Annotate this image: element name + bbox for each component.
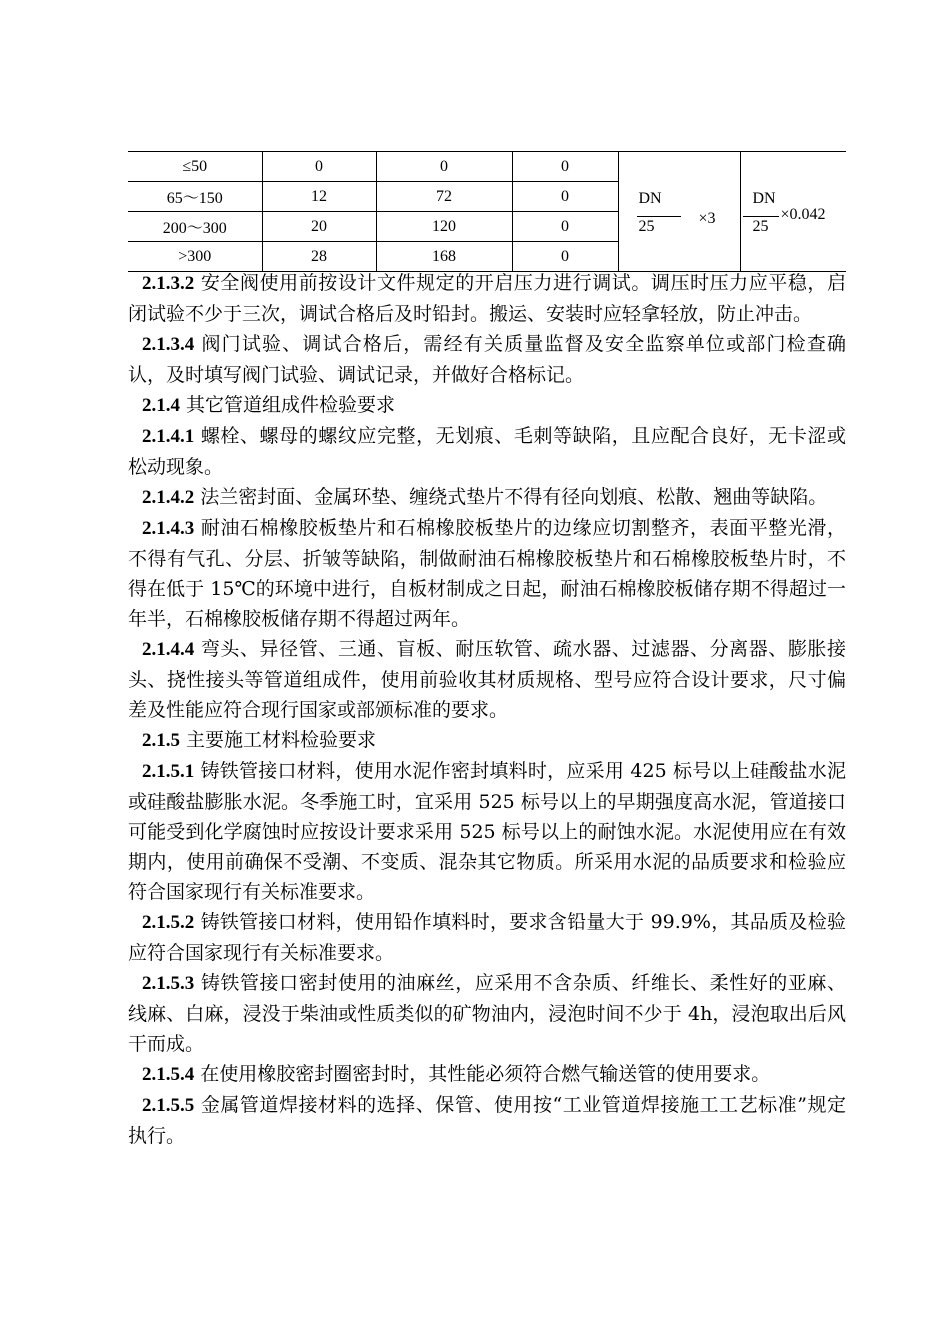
- clause-number: 2.1.5.2: [142, 912, 195, 933]
- paragraph-2-1-5-2: [128, 907, 846, 968]
- section-heading-2-1-4: [128, 390, 846, 421]
- table-cell: 72: [376, 182, 512, 212]
- section-heading-2-1-5: [128, 725, 846, 756]
- clause-number: 2.1.4.2: [142, 487, 195, 508]
- formula-cell-b: [740, 152, 846, 272]
- paragraph-2-1-4-2: [128, 482, 846, 513]
- clause-number: 2.1.5.1: [142, 761, 195, 782]
- paragraph-2-1-4-3: [128, 513, 846, 634]
- table-cell: 0: [512, 152, 618, 182]
- clause-number: 2.1.5.3: [142, 973, 195, 994]
- paragraph-2-1-5-3: [128, 968, 846, 1059]
- paragraph-2-1-5-1: [128, 756, 846, 907]
- clause-number: 2.1.5: [142, 730, 180, 751]
- clause-text: 金属管道焊接材料的选择、保管、使用按“工业管道焊接施工工艺标准”规定执行。: [128, 1094, 846, 1147]
- clause-number: 2.1.5.4: [142, 1064, 195, 1085]
- formula-b-denominator: 25: [752, 217, 769, 235]
- clause-text: 主要施工材料检验要求: [180, 729, 377, 751]
- table-cell: >300: [128, 242, 262, 272]
- formula-a-denominator: 25: [638, 217, 655, 235]
- table-cell: 0: [512, 182, 618, 212]
- table-cell: 0: [512, 242, 618, 272]
- clause-text: 其它管道组成件检验要求: [180, 394, 396, 416]
- paragraph-2-1-3-4: [128, 329, 846, 390]
- valve-spec-table: [128, 151, 846, 272]
- paragraph-2-1-5-5: [128, 1090, 846, 1151]
- table-cell: 200～300: [128, 212, 262, 242]
- document-body: [128, 268, 846, 1151]
- formula-a-multiplier: ×3: [698, 209, 716, 227]
- table-cell: 0: [512, 212, 618, 242]
- clause-number: 2.1.4.1: [142, 426, 195, 447]
- paragraph-2-1-4-4: [128, 634, 846, 725]
- clause-text: 螺栓、螺母的螺纹应完整，无划痕、毛刺等缺陷，且应配合良好，无卡涩或松动现象。: [128, 425, 846, 478]
- table-cell: 0: [376, 152, 512, 182]
- paragraph-2-1-3-2: [128, 268, 846, 329]
- table-cell: 65～150: [128, 182, 262, 212]
- clause-text: 阀门试验、调试合格后，需经有关质量监督及安全监察单位或部门检查确认，及时填写阀门试验、调试记录，并做好合格标记。: [128, 333, 846, 386]
- paragraph-2-1-5-4: [128, 1059, 846, 1090]
- table-cell: 168: [376, 242, 512, 272]
- table-cell: 20: [262, 212, 376, 242]
- formula-b-fraction-bar: [743, 216, 779, 217]
- table-cell: 0: [262, 152, 376, 182]
- clause-text: 铸铁管接口密封使用的油麻丝，应采用不含杂质、纤维长、柔性好的亚麻、线麻、白麻，浸没于柴油或性质类似的矿物油内，浸泡时间不少于 4h，浸泡取出后风干而成。: [128, 972, 846, 1055]
- clause-text: 安全阀使用前按设计文件规定的开启压力进行调试。调压时压力应平稳，启闭试验不少于三次，调试合格后及时铅封。搬运、安装时应轻拿轻放，防止冲击。: [128, 272, 846, 325]
- formula-cell-a: [618, 152, 740, 272]
- clause-text: 铸铁管接口材料，使用水泥作密封填料时，应采用 425 标号以上硅酸盐水泥或硅酸盐膨胀水泥。冬季施工时，宜采用 525 标号以上的早期强度高水泥，管道接口可能受到化学腐蚀时应按设计要求采用 525 标号以上的耐蚀水泥。水泥使用应在有效期内，使用前确保不受潮、不变质、混杂其它物质。所采用水泥的品质要求和检验应符合国家现行有关标准要求。: [128, 760, 846, 903]
- paragraph-2-1-4-1: [128, 421, 846, 482]
- clause-text: 在使用橡胶密封圈密封时，其性能必须符合燃气输送管的使用要求。: [194, 1063, 771, 1085]
- table-row: [128, 152, 846, 182]
- clause-number: 2.1.4: [142, 395, 180, 416]
- formula-b-numerator: DN: [752, 189, 776, 207]
- formula-b-multiplier: ×0.042: [780, 205, 826, 223]
- clause-text: 耐油石棉橡胶板垫片和石棉橡胶板垫片的边缘应切割整齐，表面平整光滑，不得有气孔、分层、折皱等缺陷，制做耐油石棉橡胶板垫片和石棉橡胶板垫片时，不得在低于 15℃的环境中进行，自板材制成之日起，耐油石棉橡胶板储存期不得超过一年半，石棉橡胶板储存期不得超过两年。: [128, 517, 846, 630]
- table-cell: ≤50: [128, 152, 262, 182]
- formula-a-numerator: DN: [638, 189, 662, 207]
- clause-text: 法兰密封面、金属环垫、缠绕式垫片不得有径向划痕、松散、翘曲等缺陷。: [194, 486, 828, 508]
- clause-number: 2.1.3.2: [142, 273, 195, 294]
- clause-number: 2.1.5.5: [142, 1095, 195, 1116]
- clause-number: 2.1.4.3: [142, 518, 195, 539]
- table-cell: 120: [376, 212, 512, 242]
- clause-number: 2.1.4.4: [142, 639, 195, 660]
- table-cell: 12: [262, 182, 376, 212]
- table-cell: 28: [262, 242, 376, 272]
- clause-text: 铸铁管接口材料，使用铅作填料时，要求含铅量大于 99.9%，其品质及检验应符合国家现行有关标准要求。: [128, 911, 846, 964]
- clause-text: 弯头、异径管、三通、盲板、耐压软管、疏水器、过滤器、分离器、膨胀接头、挠性接头等管道组成件，使用前验收其材质规格、型号应符合设计要求，尺寸偏差及性能应符合现行国家或部颁标准的要求。: [128, 638, 846, 721]
- formula-a-fraction-bar: [637, 216, 681, 217]
- clause-number: 2.1.3.4: [142, 334, 195, 355]
